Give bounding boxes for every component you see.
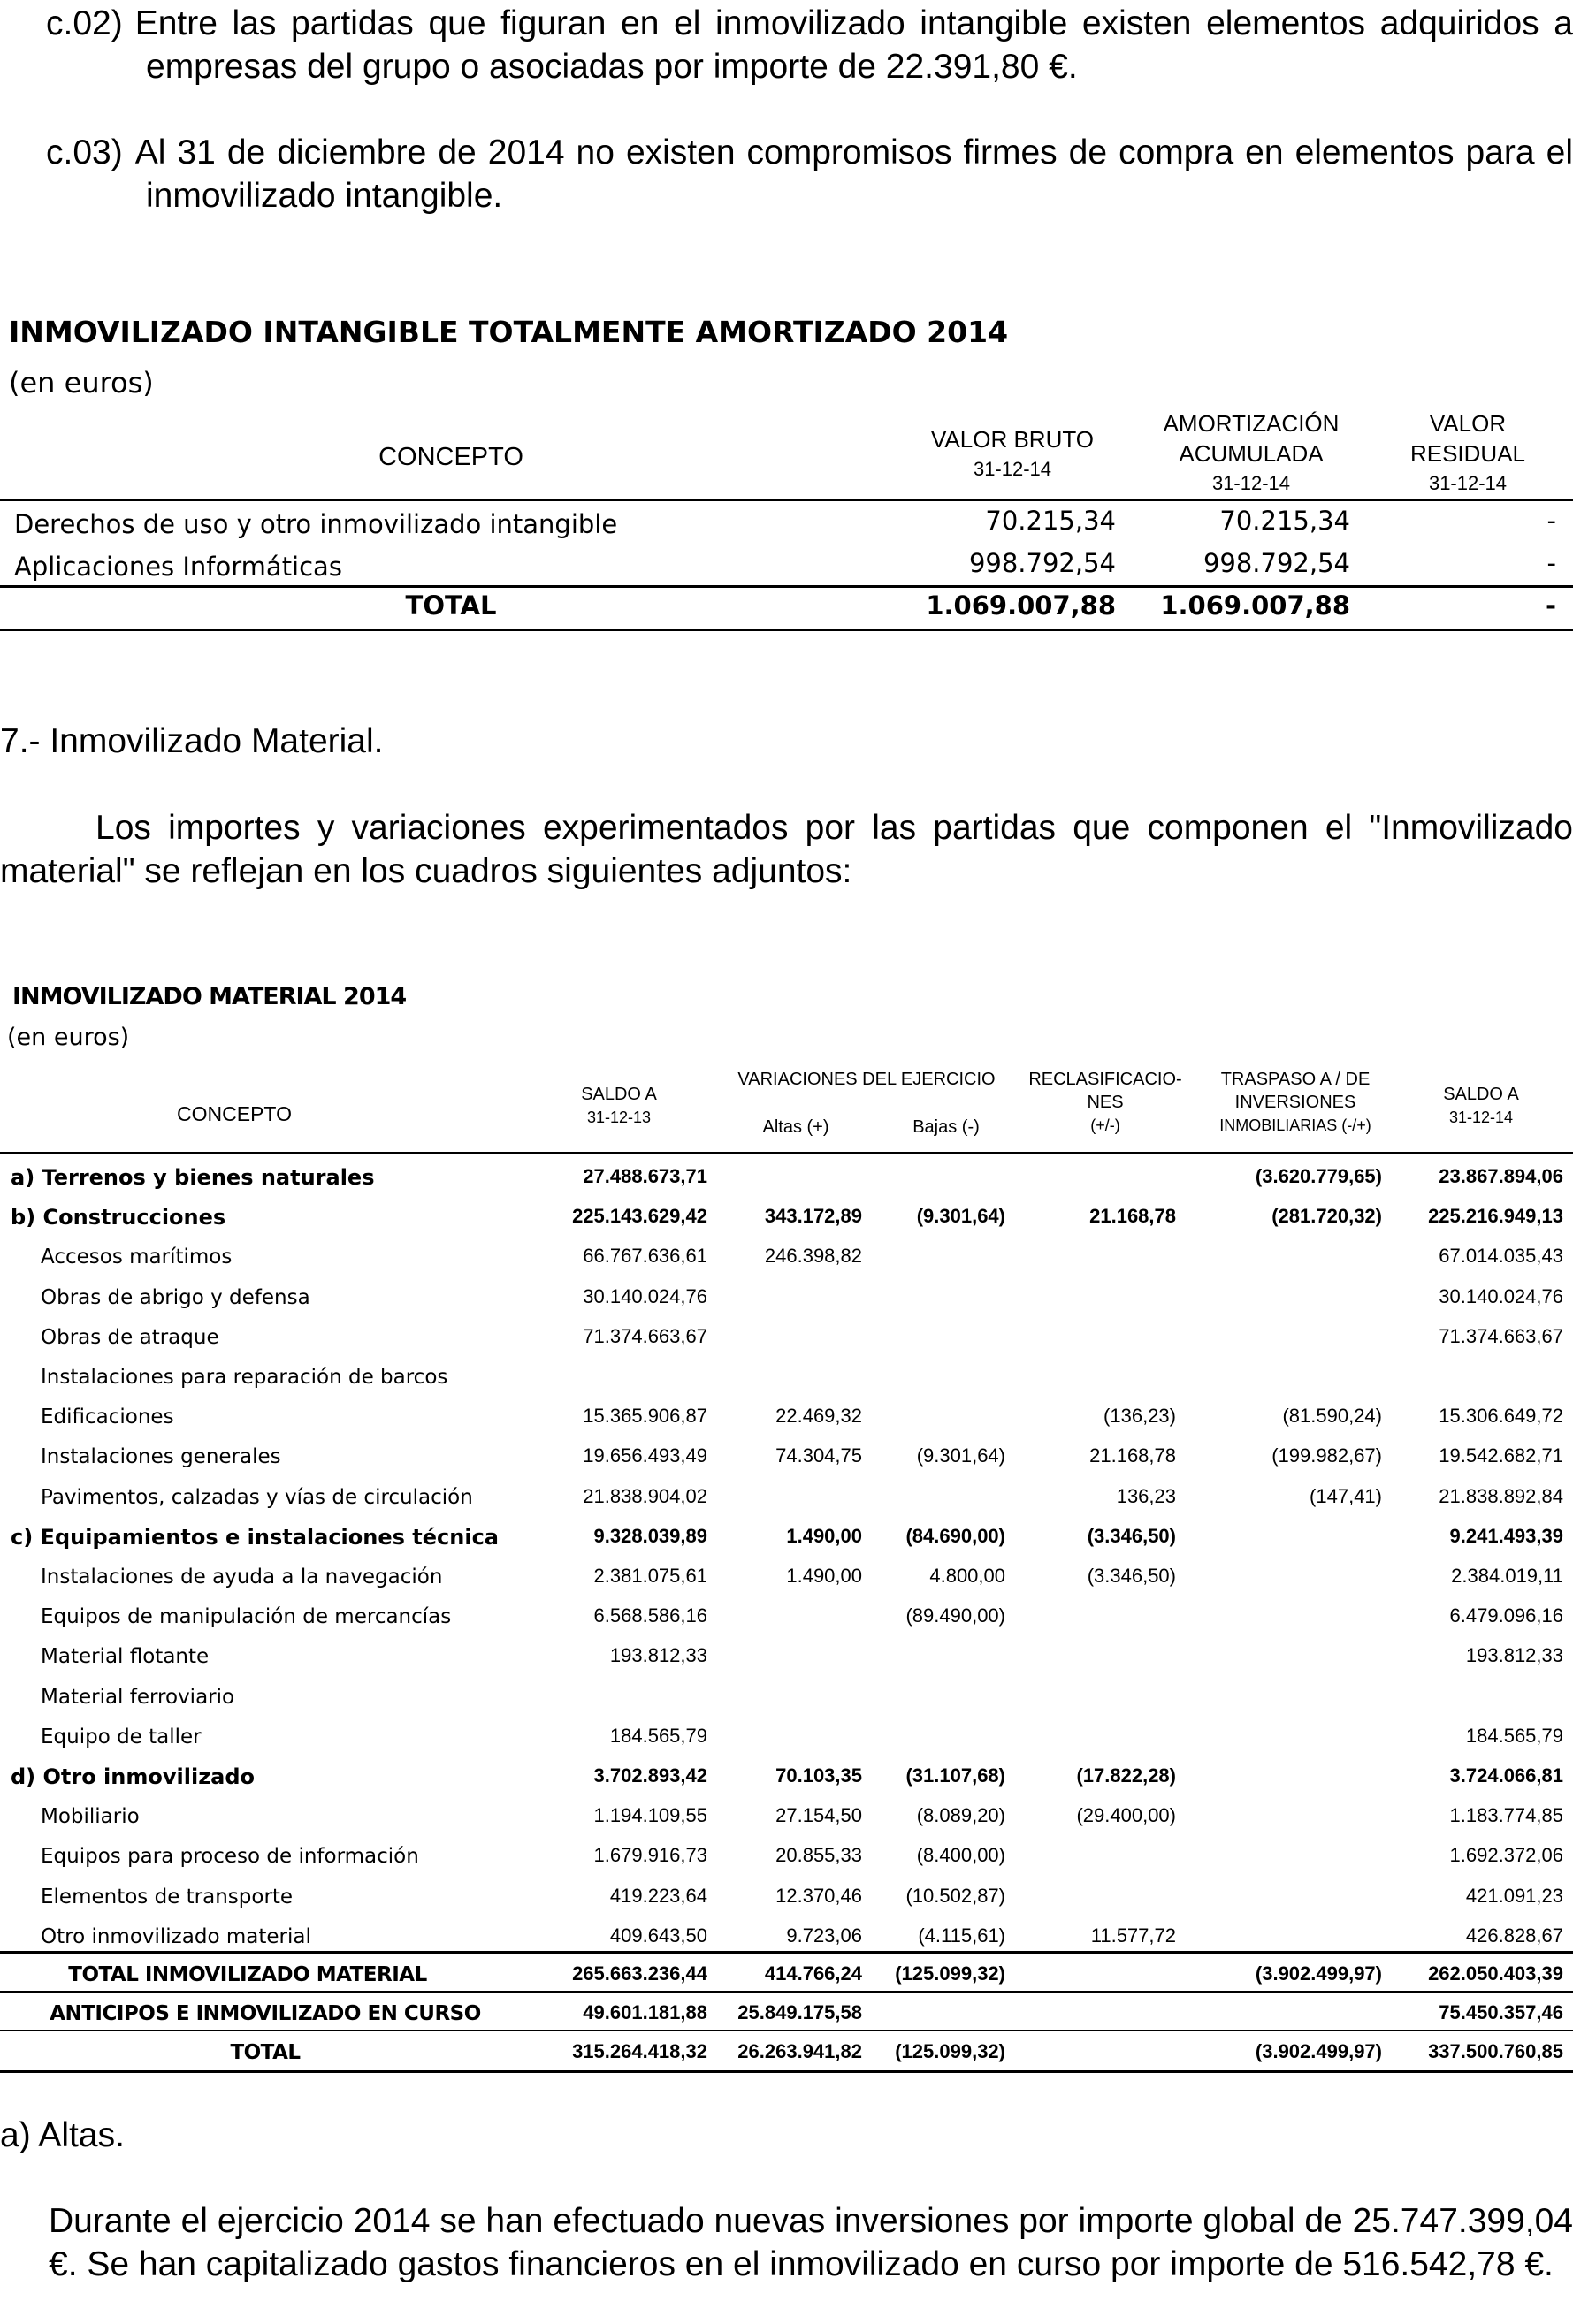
table2-cell-bajas: (8.400,00): [916, 1844, 1005, 1866]
table2-cell-reclas: 11.577,72: [1090, 1924, 1176, 1947]
table2-row-concept: TOTAL INMOVILIZADO MATERIAL: [68, 1963, 427, 1986]
table2-cell-saldo-fin: 30.140.024,76: [1439, 1285, 1563, 1307]
table2-cell-saldo-ini: 225.143.629,42: [572, 1205, 707, 1227]
table2-row-concept: a) Terrenos y bienes naturales: [11, 1165, 375, 1190]
table2-row-concept: Obras de atraque: [41, 1326, 219, 1349]
table2-row-concept: ANTICIPOS E INMOVILIZADO EN CURSO: [50, 2002, 481, 2025]
table1-unit: (en euros): [9, 366, 154, 400]
table2-cell-saldo-fin: 193.812,33: [1465, 1644, 1563, 1666]
table2-cell-saldo-fin: 225.216.949,13: [1428, 1205, 1563, 1227]
table2-cell-reclas: (3.346,50): [1087, 1525, 1176, 1547]
table2-cell-saldo-fin: 75.450.357,46: [1439, 2001, 1563, 2023]
table2-cell-reclas: (17.822,28): [1076, 1764, 1176, 1787]
table2-cell-bajas: (125.099,32): [895, 1962, 1005, 1985]
table2-rule-before-anticipos: [0, 1991, 1573, 1993]
table2-cell-altas: 246.398,82: [764, 1245, 862, 1267]
section7-paragraph: Los importes y variaciones experimentados por las partidas que componen el "Inmovilizado material" se reflejan en los cuadros siguientes adjuntos:: [0, 809, 1573, 890]
table2-cell-traspaso: (81.590,24): [1282, 1405, 1382, 1427]
table2-header-concept: CONCEPTO: [177, 1102, 292, 1125]
table2-row-concept: Instalaciones de ayuda a la navegación: [41, 1566, 443, 1589]
table2-cell-saldo-fin: 337.500.760,85: [1428, 2040, 1563, 2062]
table2-header-rule: [0, 1152, 1573, 1154]
table1-bottom-rule: [0, 629, 1573, 631]
table1-total-gross: 1.069.007,88: [926, 591, 1116, 621]
table2-cell-altas: 22.469,32: [775, 1405, 862, 1427]
table2-row-concept: Equipos para proceso de información: [41, 1845, 419, 1868]
table2-header-traspaso: TRASPASO A / DE INVERSIONES INMOBILIARIAS (-/+): [1219, 1070, 1371, 1134]
table2-cell-bajas: (4.115,61): [918, 1924, 1005, 1947]
table2-cell-saldo-ini: 21.838.904,02: [583, 1485, 707, 1507]
table2-cell-saldo-ini: 2.381.075,61: [593, 1565, 707, 1587]
table2-cell-saldo-ini: 49.601.181,88: [583, 2001, 707, 2023]
table2-cell-saldo-fin: 262.050.403,39: [1428, 1962, 1563, 1985]
table2-cell-saldo-ini: 6.568.586,16: [593, 1604, 707, 1627]
table2-row-concept: Equipos de manipulación de mercancías: [41, 1605, 452, 1628]
table2-cell-saldo-ini: 9.328.039,89: [593, 1525, 707, 1547]
table2-cell-altas: 20.855,33: [775, 1844, 862, 1866]
table2-row-concept: Equipo de taller: [41, 1726, 202, 1749]
table2-cell-saldo-fin: 184.565,79: [1465, 1725, 1563, 1747]
table2-row-concept: Edificaciones: [41, 1406, 174, 1429]
altas-heading: a) Altas.: [0, 2116, 125, 2154]
table2-header-saldo-fin: SALDO A 31-12-14: [1443, 1085, 1519, 1126]
table2-row-concept: Mobiliario: [41, 1805, 140, 1828]
table2-row-concept: c) Equipamientos e instalaciones técnica: [11, 1525, 499, 1550]
table2-row-concept: Instalaciones generales: [41, 1445, 281, 1468]
table2-header-variaciones: VARIACIONES DEL EJERCICIO: [737, 1070, 996, 1089]
table2-cell-altas: 25.849.175,58: [737, 2001, 862, 2023]
table2-cell-reclas: 136,23: [1116, 1485, 1176, 1507]
table1-row-gross: 70.215,34: [985, 506, 1116, 536]
table2-header-altas: Altas (+): [762, 1117, 829, 1137]
table1-header-rule: [0, 499, 1573, 501]
table2-cell-altas: 70.103,35: [775, 1764, 862, 1787]
table2-cell-traspaso: (199.982,67): [1271, 1444, 1382, 1467]
table2-row-concept: b) Construcciones: [11, 1205, 226, 1230]
table2-cell-altas: 26.263.941,82: [737, 2040, 862, 2062]
paragraph-c02-label: c.02): [46, 4, 123, 42]
table2-cell-saldo-ini: 184.565,79: [609, 1725, 707, 1747]
table1-title: INMOVILIZADO INTANGIBLE TOTALMENTE AMORTIZADO 2014: [9, 315, 1009, 349]
table2-cell-saldo-fin: 23.867.894,06: [1439, 1165, 1563, 1187]
paragraph-c03-text: Al 31 de diciembre de 2014 no existen compromisos firmes de compra en elementos para el inmovilizado intangible.: [134, 133, 1573, 215]
table2-cell-bajas: (31.107,68): [905, 1764, 1005, 1787]
table1-row-gross: 998.792,54: [968, 548, 1116, 578]
table1-total-label: TOTAL: [405, 591, 497, 621]
table2-cell-saldo-fin: 6.479.096,16: [1449, 1604, 1563, 1627]
table2-cell-altas: 27.154,50: [775, 1804, 862, 1826]
table2-cell-bajas: (8.089,20): [916, 1804, 1005, 1826]
table1-total-amort: 1.069.007,88: [1160, 591, 1350, 621]
table2-cell-traspaso: (281.720,32): [1271, 1205, 1382, 1227]
table2-cell-saldo-ini: 27.488.673,71: [583, 1165, 707, 1187]
table2-cell-saldo-fin: 3.724.066,81: [1449, 1764, 1563, 1787]
table2-cell-saldo-ini: 409.643,50: [609, 1924, 707, 1947]
table1-header-residual: VALOR RESIDUAL 31-12-14: [1409, 410, 1526, 494]
table2-cell-altas: 343.172,89: [764, 1205, 862, 1227]
table2-cell-reclas: (136,23): [1103, 1405, 1176, 1427]
table2-row-concept: Elementos de transporte: [41, 1886, 294, 1909]
table1-row-amort: 70.215,34: [1219, 506, 1350, 536]
table2-cell-bajas: (10.502,87): [905, 1885, 1005, 1907]
table2-cell-bajas: (125.099,32): [895, 2040, 1005, 2062]
table2-cell-bajas: 4.800,00: [929, 1565, 1005, 1587]
table2-cell-saldo-fin: 19.542.682,71: [1439, 1444, 1563, 1467]
table2-row-concept: Material flotante: [41, 1645, 210, 1668]
table2-header-saldo-ini: SALDO A 31-12-13: [581, 1085, 657, 1126]
table2-cell-altas: 9.723,06: [786, 1924, 862, 1947]
table2-title: INMOVILIZADO MATERIAL 2014: [12, 983, 407, 1010]
table2-cell-saldo-ini: 30.140.024,76: [583, 1285, 707, 1307]
table2-row-concept: Accesos marítimos: [41, 1246, 233, 1269]
table2-cell-reclas: 21.168,78: [1089, 1444, 1176, 1467]
table2-rule-before-total: [0, 2030, 1573, 2031]
table1-header-concept: CONCEPTO: [378, 443, 523, 471]
table2-cell-saldo-fin: 421.091,23: [1465, 1885, 1563, 1907]
table1-total-residual: -: [1545, 591, 1556, 621]
table2-cell-reclas: (3.346,50): [1087, 1565, 1176, 1587]
table2-cell-altas: 74.304,75: [775, 1444, 862, 1467]
table2-cell-bajas: (9.301,64): [916, 1444, 1005, 1467]
table2-row-concept: Material ferroviario: [41, 1686, 235, 1709]
table2-cell-saldo-ini: 265.663.236,44: [572, 1962, 707, 1985]
table2-header-reclas: RECLASIFICACIO- NES (+/-): [1028, 1070, 1182, 1134]
table2-row-concept: Pavimentos, calzadas y vías de circulación: [41, 1486, 473, 1509]
table2-cell-saldo-ini: 66.767.636,61: [583, 1245, 707, 1267]
table2-cell-altas: 1.490,00: [786, 1525, 862, 1547]
table2-row-concept: TOTAL: [230, 2041, 301, 2064]
table2-cell-reclas: (29.400,00): [1076, 1804, 1176, 1826]
table2-cell-traspaso: (3.620.779,65): [1255, 1165, 1382, 1187]
table2-cell-saldo-ini: 19.656.493,49: [583, 1444, 707, 1467]
table2-cell-saldo-ini: 15.365.906,87: [583, 1405, 707, 1427]
table2-cell-bajas: (84.690,00): [905, 1525, 1005, 1547]
table2-header-bajas: Bajas (-): [912, 1117, 980, 1137]
table2-row-concept: Otro inmovilizado material: [41, 1925, 311, 1948]
table2-cell-saldo-fin: 426.828,67: [1465, 1924, 1563, 1947]
table2-cell-saldo-fin: 67.014.035,43: [1439, 1245, 1563, 1267]
paragraph-c03-label: c.03): [46, 133, 123, 171]
table2-bottom-rule: [0, 2070, 1573, 2073]
table1-row-residual: -: [1546, 506, 1556, 536]
table2-cell-altas: 414.766,24: [764, 1962, 862, 1985]
table2-rule-before-total-material: [0, 1951, 1573, 1954]
paragraph-c03: [0, 131, 1573, 217]
table2-cell-saldo-fin: 2.384.019,11: [1451, 1565, 1563, 1587]
table2-cell-saldo-fin: 15.306.649,72: [1439, 1405, 1563, 1427]
table2-unit: (en euros): [7, 1024, 130, 1051]
table2-cell-saldo-ini: 1.679.916,73: [593, 1844, 707, 1866]
table2-cell-bajas: (9.301,64): [916, 1205, 1005, 1227]
table2-cell-saldo-ini: 315.264.418,32: [572, 2040, 707, 2062]
table2-cell-saldo-fin: 9.241.493,39: [1449, 1525, 1563, 1547]
table2-cell-altas: 12.370,46: [775, 1885, 862, 1907]
table2-cell-saldo-ini: 419.223,64: [609, 1885, 707, 1907]
paragraph-c02-text: Entre las partidas que figuran en el inmovilizado intangible existen elementos adquiridos a empresas del grupo o asociadas por importe de 22.391,80 €.: [134, 4, 1573, 86]
table2-row-concept: d) Otro inmovilizado: [11, 1764, 256, 1789]
paragraph-c02: [0, 2, 1573, 88]
table2-cell-saldo-ini: 71.374.663,67: [583, 1325, 707, 1347]
table2-cell-saldo-fin: 71.374.663,67: [1439, 1325, 1563, 1347]
table2-row-concept: Instalaciones para reparación de barcos: [41, 1366, 448, 1389]
table2-cell-bajas: (89.490,00): [905, 1604, 1005, 1627]
table2-cell-saldo-ini: 1.194.109,55: [593, 1804, 707, 1826]
table1-row-concept: Aplicaciones Informáticas: [14, 552, 342, 582]
table1-row-amort: 998.792,54: [1203, 548, 1350, 578]
table2-cell-traspaso: (147,41): [1310, 1485, 1382, 1507]
table2-cell-saldo-ini: 3.702.893,42: [593, 1764, 707, 1787]
table2-cell-saldo-fin: 1.183.774,85: [1449, 1804, 1563, 1826]
table2-cell-saldo-ini: 193.812,33: [609, 1644, 707, 1666]
table2-cell-traspaso: (3.902.499,97): [1255, 2040, 1382, 2062]
table1-header-gross: VALOR BRUTO 31-12-14: [931, 426, 1094, 480]
table2-cell-saldo-fin: 21.838.892,84: [1439, 1485, 1563, 1507]
table2-cell-altas: 1.490,00: [786, 1565, 862, 1587]
table2-row-concept: Obras de abrigo y defensa: [41, 1286, 310, 1309]
table2-cell-saldo-fin: 1.692.372,06: [1449, 1844, 1563, 1866]
table1-row-residual: -: [1546, 548, 1556, 578]
section7-heading: 7.- Inmovilizado Material.: [0, 722, 384, 760]
table2-cell-traspaso: (3.902.499,97): [1255, 1962, 1382, 1985]
altas-paragraph: Durante el ejercicio 2014 se han efectuado nuevas inversiones por importe global de 25.747.399,04 €. Se han capitalizado gastos financieros en el inmovilizado en curso por importe de 516.542,78 €.: [49, 2202, 1573, 2283]
table1-row-concept: Derechos de uso y otro inmovilizado intangible: [14, 509, 618, 539]
table1-header-amort: AMORTIZACIÓN ACUMULADA 31-12-14: [1163, 410, 1340, 494]
table1-total-rule-top: [0, 585, 1573, 588]
table2-cell-reclas: 21.168,78: [1089, 1205, 1176, 1227]
